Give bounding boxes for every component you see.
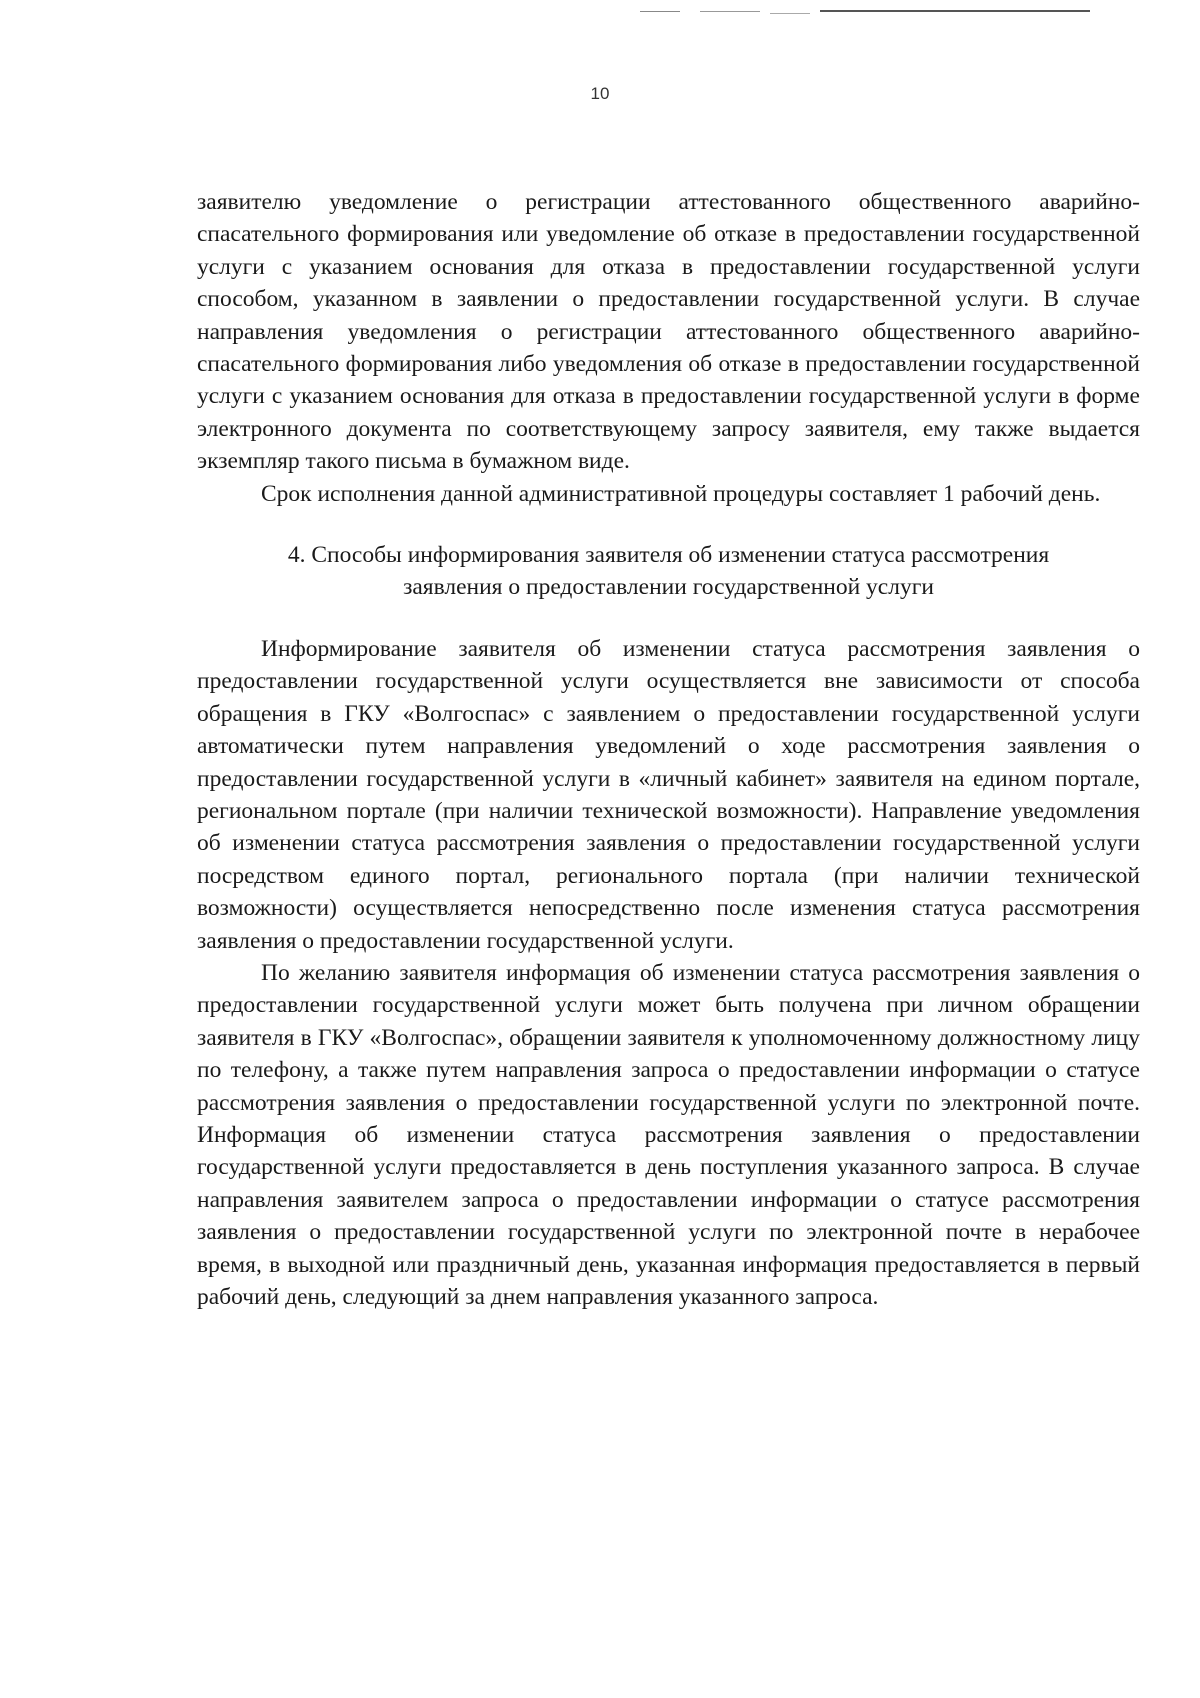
page-number: 10	[590, 84, 610, 103]
scan-artifact-top-edge	[0, 0, 1200, 20]
section-heading	[197, 539, 1140, 604]
paragraph-procedure-term: Срок исполнения данной административной процедуры составляет 1 рабочий день.	[261, 480, 1101, 507]
paragraph-status-informing: Информирование заявителя об изменении статуса рассмотрения заявления о предоставлении государственной услуги осуществляется вне зависимости от способа обращения в ГКУ «Волгоспас» с заявлением о предоставлении государственной услуги автоматически путем направления уведомлений о ходе рассмотрения заявления о предоставлении государственной услуги в «личный кабинет» заявителя на едином портале, региональном портале (при наличии технической возможности). Направление уведомления об изменении статуса рассмотрения заявления о предоставлении государственной услуги посредством единого портал, регионального портала (при наличии технической возможности) осуществляется непосредственно после изменения статуса рассмотрения заявления о предоставлении государственной услуги.	[197, 635, 1140, 954]
document-body	[197, 186, 1140, 1313]
section-heading-line-2: заявления о предоставлении государственной услуги	[403, 574, 934, 601]
paragraph-notification-delivery: заявителю уведомление о регистрации аттестованного общественного аварийно-спасательного формирования или уведомление об отказе в предоставлении государственной услуги с указанием основания для отказа в предоставлении государственной услуги способом, указанном в заявлении о предоставлении государственной услуги. В случае направления уведомления о регистрации аттестованного общественного аварийно-спасательного формирования либо уведомления об отказе в предоставлении государственной услуги с указанием основания для отказа в предоставлении государственной услуги в форме электронного документа по соответствующему запросу заявителя, ему также выдается экземпляр такого письма в бумажном виде.	[197, 189, 1140, 475]
section-heading-line-1: 4. Способы информирования заявителя об изменении статуса рассмотрения	[287, 542, 1050, 569]
paragraph-status-on-request: По желанию заявителя информация об изменении статуса рассмотрения заявления о предоставлении государственной услуги может быть получена при личном обращении заявителя в ГКУ «Волгоспас», обращении заявителя к уполномоченному должностному лицу по телефону, а также путем направления запроса о предоставлении информации о статусе рассмотрения заявления о предоставлении государственной услуги по электронной почте. Информация об изменении статуса рассмотрения заявления о предоставлении государственной услуги предоставляется в день поступления указанного запроса. В случае направления заявителем запроса о предоставлении информации о статусе рассмотрения заявления о предоставлении государственной услуги по электронной почте в нерабочее время, в выходной или праздничный день, указанная информация предоставляется в первый рабочий день, следующий за днем направления указанного запроса.	[197, 959, 1140, 1310]
